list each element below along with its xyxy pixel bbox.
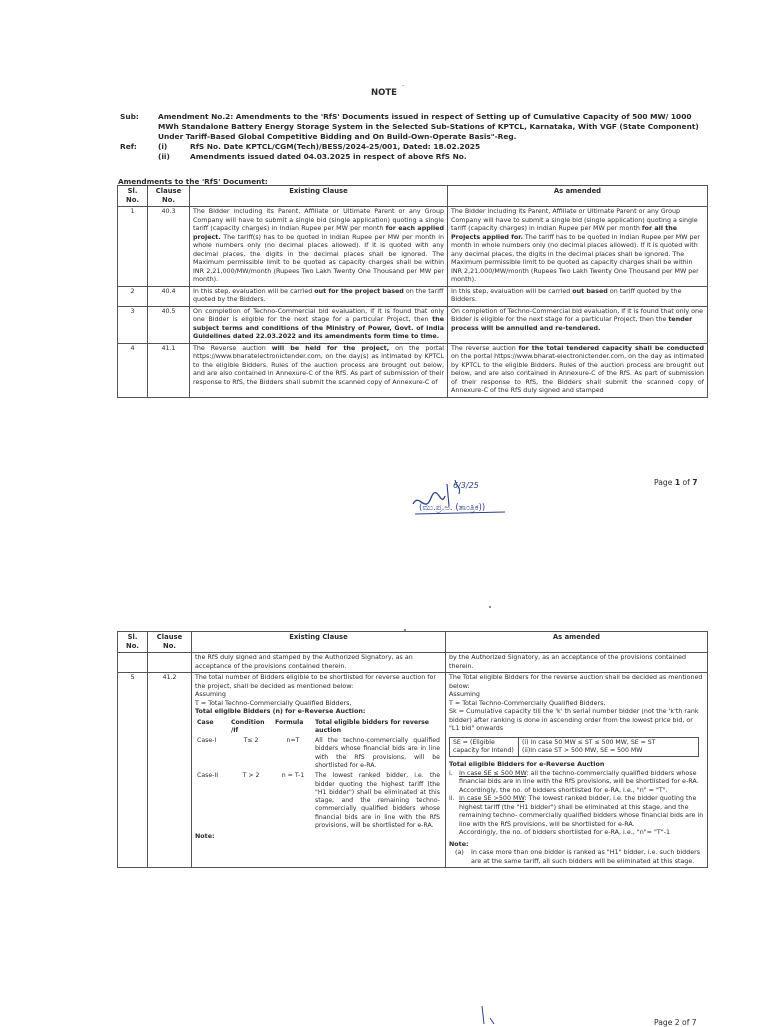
table-row: 3 40.5 On completion of Techno-Commercial bid evaluation, if it is found that only one Bidder is eligible for the next stage for a particular Project, then the subject terms and conditions of the Ministry of Power, Govt. of India Guidelines dated 22.03.2022 and its amendments form time to time. On completion of Techno-Commercial bid evaluation, if it is found that only one Bidder is eligible for the next stage for a particular Project, then the tender process will be annulled and re-tendered. bbox=[118, 306, 708, 343]
list-item: ii. In case SE >500 MW: The lowest ranked bidder, i.e. the bidder quoting the highest tariff (the "H1 bidder") shall be eliminated at this stage, and the remaining techno- commercially qualified bidders whose financial bids are in line with the RfS provisions, will be shortlisted for e-RA. Accordingly, the no. of bidders shortlisted for e-RA, i.e., "n"= "T"-1 bbox=[449, 795, 704, 837]
existing-clause: The Reverse auction will be held for the project, on the portal https://www.bharatelectronictender.com, on the day(s) as intimated by KPTCL to the eligible Bidders. Rules of the auction process are brought out below, and are also contained in Annexure-C of the RfS. As part of submission of their response to RfS, the Bidders shall submit the scanned copy of Annexure-C of bbox=[190, 343, 448, 397]
header-amended: As amended bbox=[448, 186, 708, 207]
existing-clause: The Bidder including its Parent, Affiliate or Ultimate Parent or any Group Company will have to submit a single bid (single application) quoting a single tariff (capacity charges) in Indian Rupee per MW per month for each applied project. The tariff(s) has to be quoted in Indian Rupee per MW per month in whole numbers only (no decimal places allowed). If it is quoted with any decimal places, the digits in the decimal places shall be ignored. The Maximum permissible limit to be quoted as capacity charges shall be within INR 2,21,000/MW/month (Rupees Two Lakh Twenty One Thousand per MW per month). bbox=[190, 207, 448, 287]
existing-clause: The total number of Bidders eligible to be shortlisted for reverse auction for the project, shall be decided as mentioned below: Assuming T = Total Techno-Commercially Qualified Bidders, Total eligible Bidders (n) for e-Reverse Auction: Case Condition /If Formula Total eligible bidders for reverse auction Case-I T≤ 2 n=T All the techno-commercially qualified bidders whose financial bids are in line with the RfS provisions, will be shortlisted for e-RA. Case-II T > 2 n = T-1 The lowest ranked bidder, i.e. the bidder quoting the highest tariff (the "H1 bidder") shall be eliminated at this stage, and the remaining techno-commercially qualified bidders whose financial bids are in line with the RfS provisions, will be shortlisted for e-RA. Note: bbox=[192, 673, 446, 868]
subject-label: Sub: bbox=[120, 112, 139, 121]
existing-clause: On completion of Techno-Commercial bid evaluation, if it is found that only one Bidder is eligible for the next stage for a particular Project, then the subject terms and conditions of the Ministry of Power, Govt. of India Guidelines dated 22.03.2022 and its amendments form time to time. bbox=[190, 306, 448, 343]
subject-block bbox=[120, 112, 710, 162]
document-title: NOTE bbox=[371, 88, 397, 98]
amendments-heading: Amendments to the 'RfS' Document: bbox=[118, 177, 268, 186]
table-row: 4 41.1 The Reverse auction will be held for the project, on the portal https://www.bharatelectronictender.com, on the day(s) as intimated by KPTCL to the eligible Bidders. Rules of the auction process are brought out below, and are also contained in Annexure-C of the RfS. As part of submission of their response to RfS, the Bidders shall submit the scanned copy of Annexure-C of The reverse auction for the total tendered capacity shall be conducted on the portal https://www.bharat-electronictender.com, on the day as intimated by KPTCL to the eligible Bidders. Rules of the auction process are brought out below, and are also contained in Annexure-C of the RfS. As part of submission of their response to RfS, the Bidders shall submit the scanned copy of Annexure-C of the RfS duly signed and stamped bbox=[118, 343, 708, 397]
table-header-row: Sl. No. Clause No. Existing Clause As amended bbox=[118, 632, 708, 653]
amended-clause: On completion of Techno-Commercial bid evaluation, if it is found that only one Bidder is eligible for the next stage for a particular Project, then the tender process will be annulled and re-tendered. bbox=[448, 306, 708, 343]
table-row: 1 40.3 The Bidder including its Parent, Affiliate or Ultimate Parent or any Group Company will have to submit a single bid (single application) quoting a single tariff (capacity charges) in Indian Rupee per MW per month for each applied project. The tariff(s) has to be quoted in Indian Rupee per MW per month in whole numbers only (no decimal places allowed). If it is quoted with any decimal places, the digits in the decimal places shall be ignored. The Maximum permissible limit to be quoted as capacity charges shall be within INR 2,21,000/MW/month (Rupees Two Lakh Twenty One Thousand per MW per month). The Bidder including its Parent, Affiliate or Ultimate Parent or any Group Company will have to submit a single bid (single application) quoting a single tariff (capacity charges) in Indian Rupee per MW per month for all the Projects applied for. The tariff has to be quoted in Indian Rupee per MW per month in whole numbers only (no decimal places allowed). If it is quoted with any decimal places, the digits in the decimal places shall be ignored. The Maximum permissible limit to be quoted as capacity charges shall be within INR 2,21,000/MW/month (Rupees Two Lakh Twenty One Thousand per MW per month). bbox=[118, 207, 708, 287]
amendments-table-continued bbox=[117, 631, 708, 868]
table-row: 5 41.2 The total number of Bidders eligible to be shortlisted for reverse auction for the project, shall be decided as mentioned below: Assuming T = Total Techno-Commercially Qualified Bidders, Total eligible Bidders (n) for e-Reverse Auction: Case Condition /If Formula Total eligible bidders for reverse auction Case-I T≤ 2 n=T All the techno-commercially qualified bidders whose financial bids are in line with the RfS provisions, will be shortlisted for e-RA. Case-II T > 2 n = T-1 The lowest ranked bidder, i.e. the bidder quoting the highest tariff (the "H1 bidder") shall be eliminated at this stage, and the remaining techno-commercially qualified bidders whose financial bids are in line with the RfS provisions, will be shortlisted for e-RA. Note: The Total eligible Bidders for the reverse auction shall be decided as mentioned below: Assuming T = Total Techno-Commercially Qualified Bidders, Sk = Cumulative capacity till the 'k' th serial number bidder (not the 'k'th rank bidder) after ranking is done in ascending order from the lowest price bid, or "L1 bid" onwards SE = (Eligible capacity for Intend) (i) In case 50 MW ≤ ST ≤ 500 MW, SE = ST (ii)In case ST > 500 MW, SE = 500 MW Total eligible Bidders for e-Reverse Auction i. In case SE ≤ 500 MW: all the techno-commercially qualified bidders whose financial bids are in line with the RfS provisions, will be shortlisted for e-RA. Accordingly, the no. of bidders shortlisted for e-RA, i.e., "n" = "T". ii. In case SE >500 MW: The lowest ranked bidder, i.e. the bidder quoting the highest tariff (the "H1 bidder") shall be eliminated at this stage, and the remaining techno- commercially qualified bidders whose financial bids are in line with the RfS provisions, will be shortlisted for e-RA. Accordingly, the no. of bidders shortlisted for e-RA, i.e., "n"= "T"-1 Note: (a) In case more than one bidder is ranked as "H1" bidder, i.e. such bidders are at the same tariff, all such bidders will be eliminated at this stage. bbox=[118, 673, 708, 868]
svg-text:6/3/25: 6/3/25 bbox=[453, 481, 479, 490]
amended-clause: The reverse auction for the total tendered capacity shall be conducted on the portal https://www.bharat-electronictender.com, on the day as intimated by KPTCL to the eligible Bidders. Rules of the auction process are brought out below, and are also contained in Annexure-C of the RfS. As part of submission of their response to RfS, the Bidders shall submit the scanned copy of Annexure-C of the RfS duly signed and stamped bbox=[448, 343, 708, 397]
eligible-capacity-box: SE = (Eligible capacity for Intend) (i) In case 50 MW ≤ ST ≤ 500 MW, SE = ST (ii)In case ST > 500 MW, SE = 500 MW bbox=[449, 737, 699, 758]
reference-item: (ii) Amendments issued dated 04.03.2025 in respect of above RfS No. bbox=[158, 152, 467, 161]
amended-clause: by the Authorized Signatory, as an acceptance of the provisions contained therein. bbox=[446, 653, 708, 673]
subject-text: Amendment No.2: Amendments to the 'RfS' Documents issued in respect of Setting up of Cumulative Capacity of 500 MW/ 1000 MWh Standalone Battery Energy Storage System in the Selected Sub-Stations of KPTCL, Karnataka, With VGF (State Component) Under Tariff-Based Global Competitive Bidding and On Build-Own-Operate Basis"-Reg. bbox=[158, 112, 699, 141]
header-clause: Clause No. bbox=[148, 186, 190, 207]
amended-clause: In this step, evaluation will be carried out based on tariff quoted by the Bidders. bbox=[448, 286, 708, 306]
page-dot: . bbox=[402, 80, 405, 88]
header-sl: Sl. No. bbox=[118, 186, 148, 207]
page-number: Page 1 of 7 bbox=[654, 478, 698, 487]
list-item: i. In case SE ≤ 500 MW: all the techno-commercially qualified bidders whose financial bids are in line with the RfS provisions, will be shortlisted for e-RA. Accordingly, the no. of bidders shortlisted for e-RA, i.e., "n" = "T". bbox=[449, 769, 699, 794]
amendments-table bbox=[117, 185, 708, 398]
list-item: (a) In case more than one bidder is ranked as "H1" bidder, i.e. such bidders are at the same tariff, all such bidders will be eliminated at this stage. bbox=[455, 849, 701, 865]
eligibility-table: Case Condition /If Formula Total eligible bidders for reverse auction Case-I T≤ 2 n=T All the techno-commercially qualified bidders whose financial bids are in line with the RfS provisions, will be shortlisted for e-RA. Case-II T > 2 n = T-1 The lowest ranked bidder, i.e. the bidder quoting the highest tariff (the "H1 bidder") shall be eliminated at this stage, and the remaining techno-commercially qualified bidders whose financial bids are in line with the RfS provisions, will be shortlisted for e-RA. bbox=[197, 718, 440, 830]
existing-clause: In this step, evaluation will be carried out for the project based on the tariff quoted by the Bidders. bbox=[190, 286, 448, 306]
amended-clause: The Bidder including its Parent, Affiliate or Ultimate Parent or any Group Company will have to submit a single bid (single application) quoting a single tariff (capacity charges) in Indian Rupee per MW per month for all the Projects applied for. The tariff has to be quoted in Indian Rupee per MW per month in whole numbers only (no decimal places allowed). If it is quoted with any decimal places, the digits in the decimal places shall be ignored. The Maximum permissible limit to be quoted as capacity charges shall be within INR 2,21,000/MW/month (Rupees Two Lakh Twenty One Thousand per MW per month). bbox=[448, 207, 708, 287]
amended-clause: The Total eligible Bidders for the reverse auction shall be decided as mentioned below: Assuming T = Total Techno-Commercially Qualified Bidders, Sk = Cumulative capacity till the 'k' th serial number bidder (not the 'k'th rank bidder) after ranking is done in ascending order from the lowest price bid, or "L1 bid" onwards SE = (Eligible capacity for Intend) (i) In case 50 MW ≤ ST ≤ 500 MW, SE = ST (ii)In case ST > 500 MW, SE = 500 MW Total eligible Bidders for e-Reverse Auction i. In case SE ≤ 500 MW: all the techno-commercially qualified bidders whose financial bids are in line with the RfS provisions, will be shortlisted for e-RA. Accordingly, the no. of bidders shortlisted for e-RA, i.e., "n" = "T". ii. In case SE >500 MW: The lowest ranked bidder, i.e. the bidder quoting the highest tariff (the "H1 bidder") shall be eliminated at this stage, and the remaining techno- commercially qualified bidders whose financial bids are in line with the RfS provisions, will be shortlisted for e-RA. Accordingly, the no. of bidders shortlisted for e-RA, i.e., "n"= "T"-1 Note: (a) In case more than one bidder is ranked as "H1" bidder, i.e. such bidders are at the same tariff, all such bidders will be eliminated at this stage. bbox=[446, 673, 708, 868]
table-row: 2 40.4 In this step, evaluation will be carried out for the project based on the tariff quoted by the Bidders. In this step, evaluation will be carried out based on tariff quoted by the Bidders. bbox=[118, 286, 708, 306]
table-row bbox=[118, 653, 708, 673]
signature-stamp-icon bbox=[405, 474, 515, 520]
page-number: Page 2 of 7 bbox=[654, 1018, 697, 1027]
table-header-row bbox=[118, 186, 708, 207]
reference-label: Ref: bbox=[120, 142, 137, 151]
reference-item: (i) RfS No. Date KPTCL/CGM(Tech)/BESS/2024-25/001, Dated: 18.02.2025 bbox=[158, 142, 481, 151]
existing-clause: the RfS duly signed and stamped by the Authorized Signatory, as an acceptance of the provisions contained therein. bbox=[192, 653, 446, 673]
header-existing: Existing Clause bbox=[190, 186, 448, 207]
signature-fragment-icon bbox=[478, 1004, 508, 1024]
svg-text:(ಮು.ಪ್ರ.ಅ. (ತಾಂತ್ರಿಕ)): (ಮು.ಪ್ರ.ಅ. (ತಾಂತ್ರಿಕ)) bbox=[419, 503, 486, 513]
